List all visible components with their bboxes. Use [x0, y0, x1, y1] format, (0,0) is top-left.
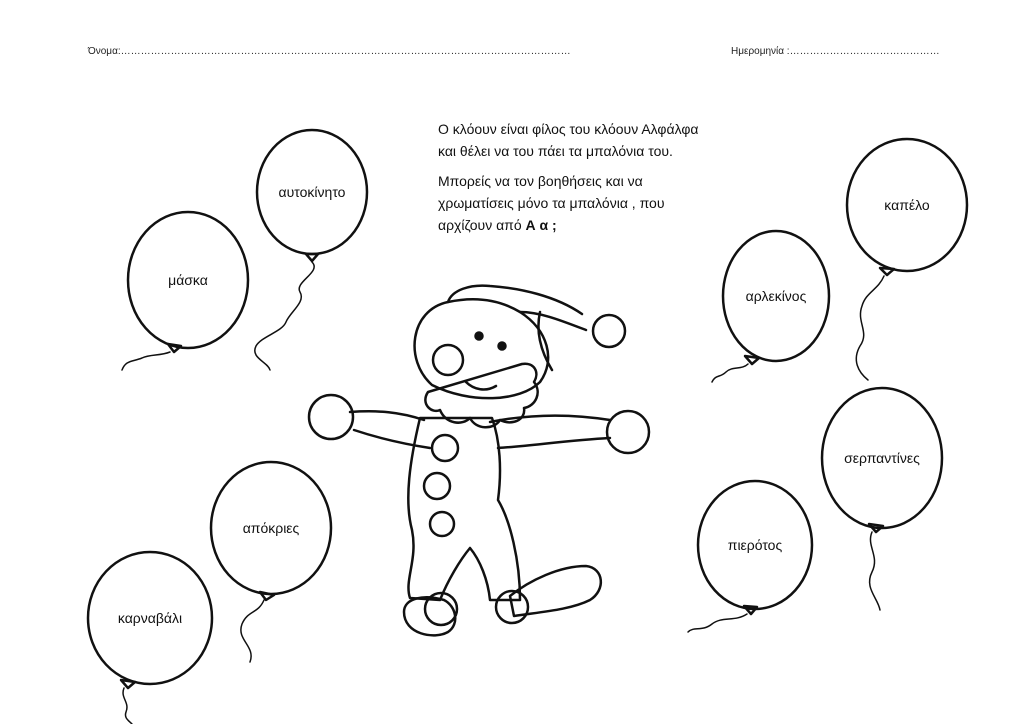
- target-letters: Α α ;: [525, 217, 557, 233]
- instruction-paragraph-2-text: Μπορείς να τον βοηθήσεις και να χρωματίσεις μόνο τα μπαλόνια , που αρχίζουν από: [438, 173, 665, 233]
- balloon-apokries[interactable]: [211, 462, 331, 662]
- balloon-word-autokinito: αυτοκίνητο: [278, 184, 346, 200]
- balloon-word-serpantines: σερπαντίνες: [844, 450, 920, 466]
- date-label: Ημερομηνία :: [731, 46, 790, 57]
- name-label: Όνομα:: [88, 46, 121, 57]
- balloon-word-pierotos: πιερότος: [727, 537, 783, 553]
- date-dots: ………………………………………: [789, 46, 940, 57]
- balloon-arlekinos[interactable]: [712, 231, 829, 382]
- balloon-serpantines[interactable]: [822, 388, 942, 610]
- balloon-pierotos[interactable]: [688, 481, 812, 632]
- balloon-maska[interactable]: [122, 212, 248, 370]
- balloon-word-arlekinos: αρλεκίνος: [745, 288, 807, 304]
- balloon-word-apokries: απόκριες: [242, 520, 300, 536]
- instruction-paragraph-1: Ο κλόουν είναι φίλος του κλόουν Αλφάλφα και θέλει να του πάει τα μπαλόνια του.: [438, 121, 699, 159]
- balloon-karnavali[interactable]: [88, 552, 212, 724]
- balloon-autokinito[interactable]: [255, 130, 367, 370]
- balloon-word-kapelo: καπέλο: [884, 197, 930, 213]
- name-dots: ………………………………………………………………………………………………………………………: [120, 46, 571, 57]
- balloon-word-maska: μάσκα: [168, 272, 208, 288]
- clown-illustration: [309, 286, 649, 636]
- balloon-word-karnavali: καρναβάλι: [117, 610, 183, 626]
- balloon-kapelo[interactable]: [847, 139, 967, 380]
